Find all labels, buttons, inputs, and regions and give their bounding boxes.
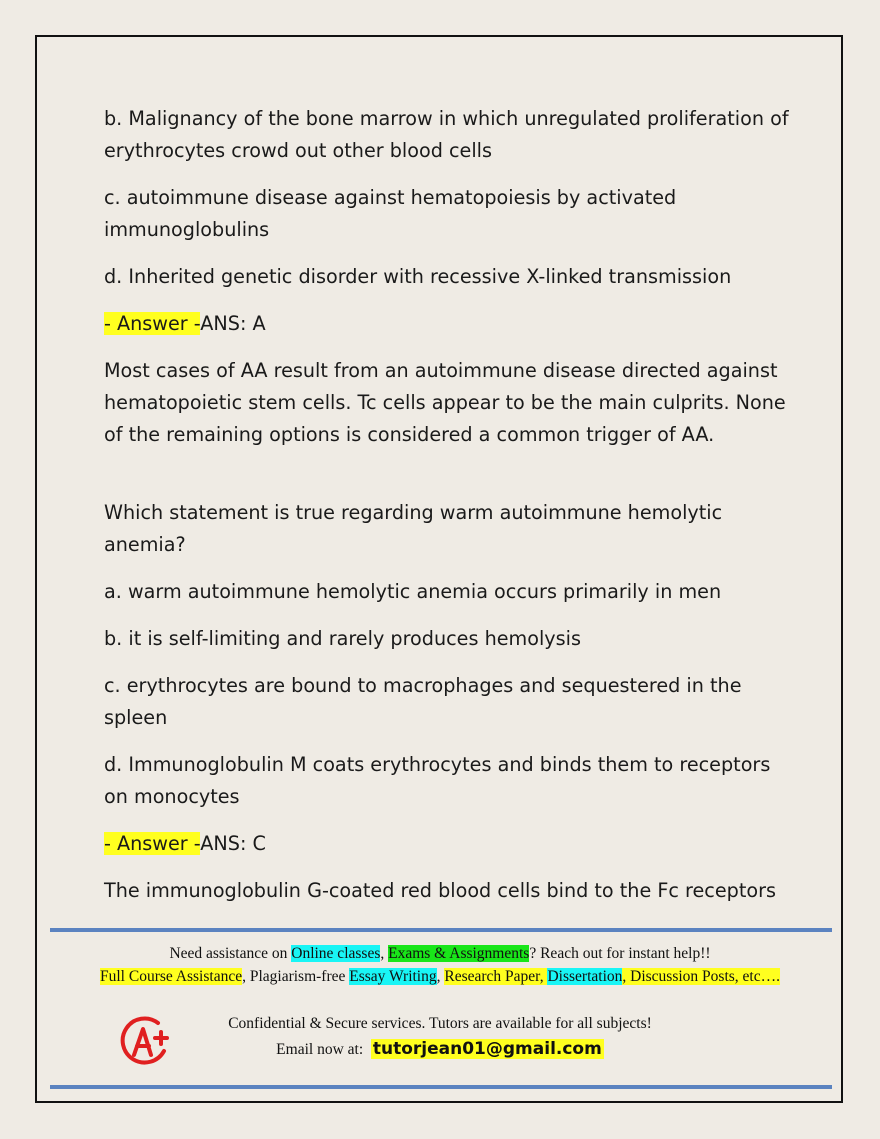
- q1-answer: [104, 308, 794, 340]
- answer-label: - Answer -: [104, 832, 201, 855]
- email-address-link[interactable]: tutorjean01@gmail.com: [372, 1039, 602, 1059]
- footer-email-line: [40, 1039, 840, 1059]
- email-label: Email now at:: [276, 1041, 364, 1058]
- footer-text: Need assistance on: [169, 945, 292, 962]
- full-course-link: Full Course Assistance: [100, 968, 243, 985]
- discussion-posts-link: , Discussion Posts, etc….: [622, 968, 780, 985]
- q1-option-c: c. autoimmune disease against hematopoiesis by activated immunoglobulins: [104, 186, 677, 241]
- q2-answer: [104, 828, 794, 860]
- q2-option-a: a. warm autoimmune hemolytic anemia occurs primarily in men: [104, 580, 722, 603]
- answer-value: ANS: C: [200, 832, 266, 855]
- q2-option-c: c. erythrocytes are bound to macrophages and sequestered in the spleen: [104, 674, 742, 729]
- q1-option-b: b. Malignancy of the bone marrow in which unregulated proliferation of erythrocytes crowd out other blood cells: [104, 107, 789, 162]
- q2-stem: Which statement is true regarding warm autoimmune hemolytic anemia?: [104, 501, 723, 556]
- footer-line-1: [40, 945, 840, 963]
- q2-option-b: b. it is self-limiting and rarely produces hemolysis: [104, 627, 581, 650]
- online-classes-link: Online classes: [291, 945, 381, 962]
- q1-rationale: Most cases of AA result from an autoimmune disease directed against hematopoietic stem cells. Tc cells appear to be the main culprits. None of the remaining options is considered a common trigger of AA.: [104, 359, 786, 446]
- footer-text: ,: [380, 945, 389, 962]
- essay-writing-link: Essay Writing: [349, 968, 437, 985]
- q1-option-d: d. Inherited genetic disorder with recessive X-linked transmission: [104, 265, 732, 288]
- footer-text: ? Reach out for instant help!!: [529, 945, 711, 962]
- footer-line-2: [40, 968, 840, 986]
- research-paper-link: Research Paper,: [444, 968, 548, 985]
- document-body: [104, 103, 794, 922]
- footer-text: ,: [436, 968, 445, 985]
- q2-option-d: d. Immunoglobulin M coats erythrocytes and binds them to receptors on monocytes: [104, 753, 771, 808]
- answer-label: - Answer -: [104, 312, 201, 335]
- answer-value: ANS: A: [200, 312, 266, 335]
- dissertation-link: Dissertation: [547, 968, 623, 985]
- q2-rationale: The immunoglobulin G-coated red blood cells bind to the Fc receptors: [104, 879, 776, 902]
- footer-top-rule: [50, 928, 832, 932]
- footer-text: , Plagiarism-free: [242, 968, 350, 985]
- exams-assignments-link: Exams & Assignments: [388, 945, 530, 962]
- footer-bottom-rule: [50, 1085, 832, 1089]
- footer-line-3: Confidential & Secure services. Tutors are available for all subjects!: [228, 1015, 652, 1032]
